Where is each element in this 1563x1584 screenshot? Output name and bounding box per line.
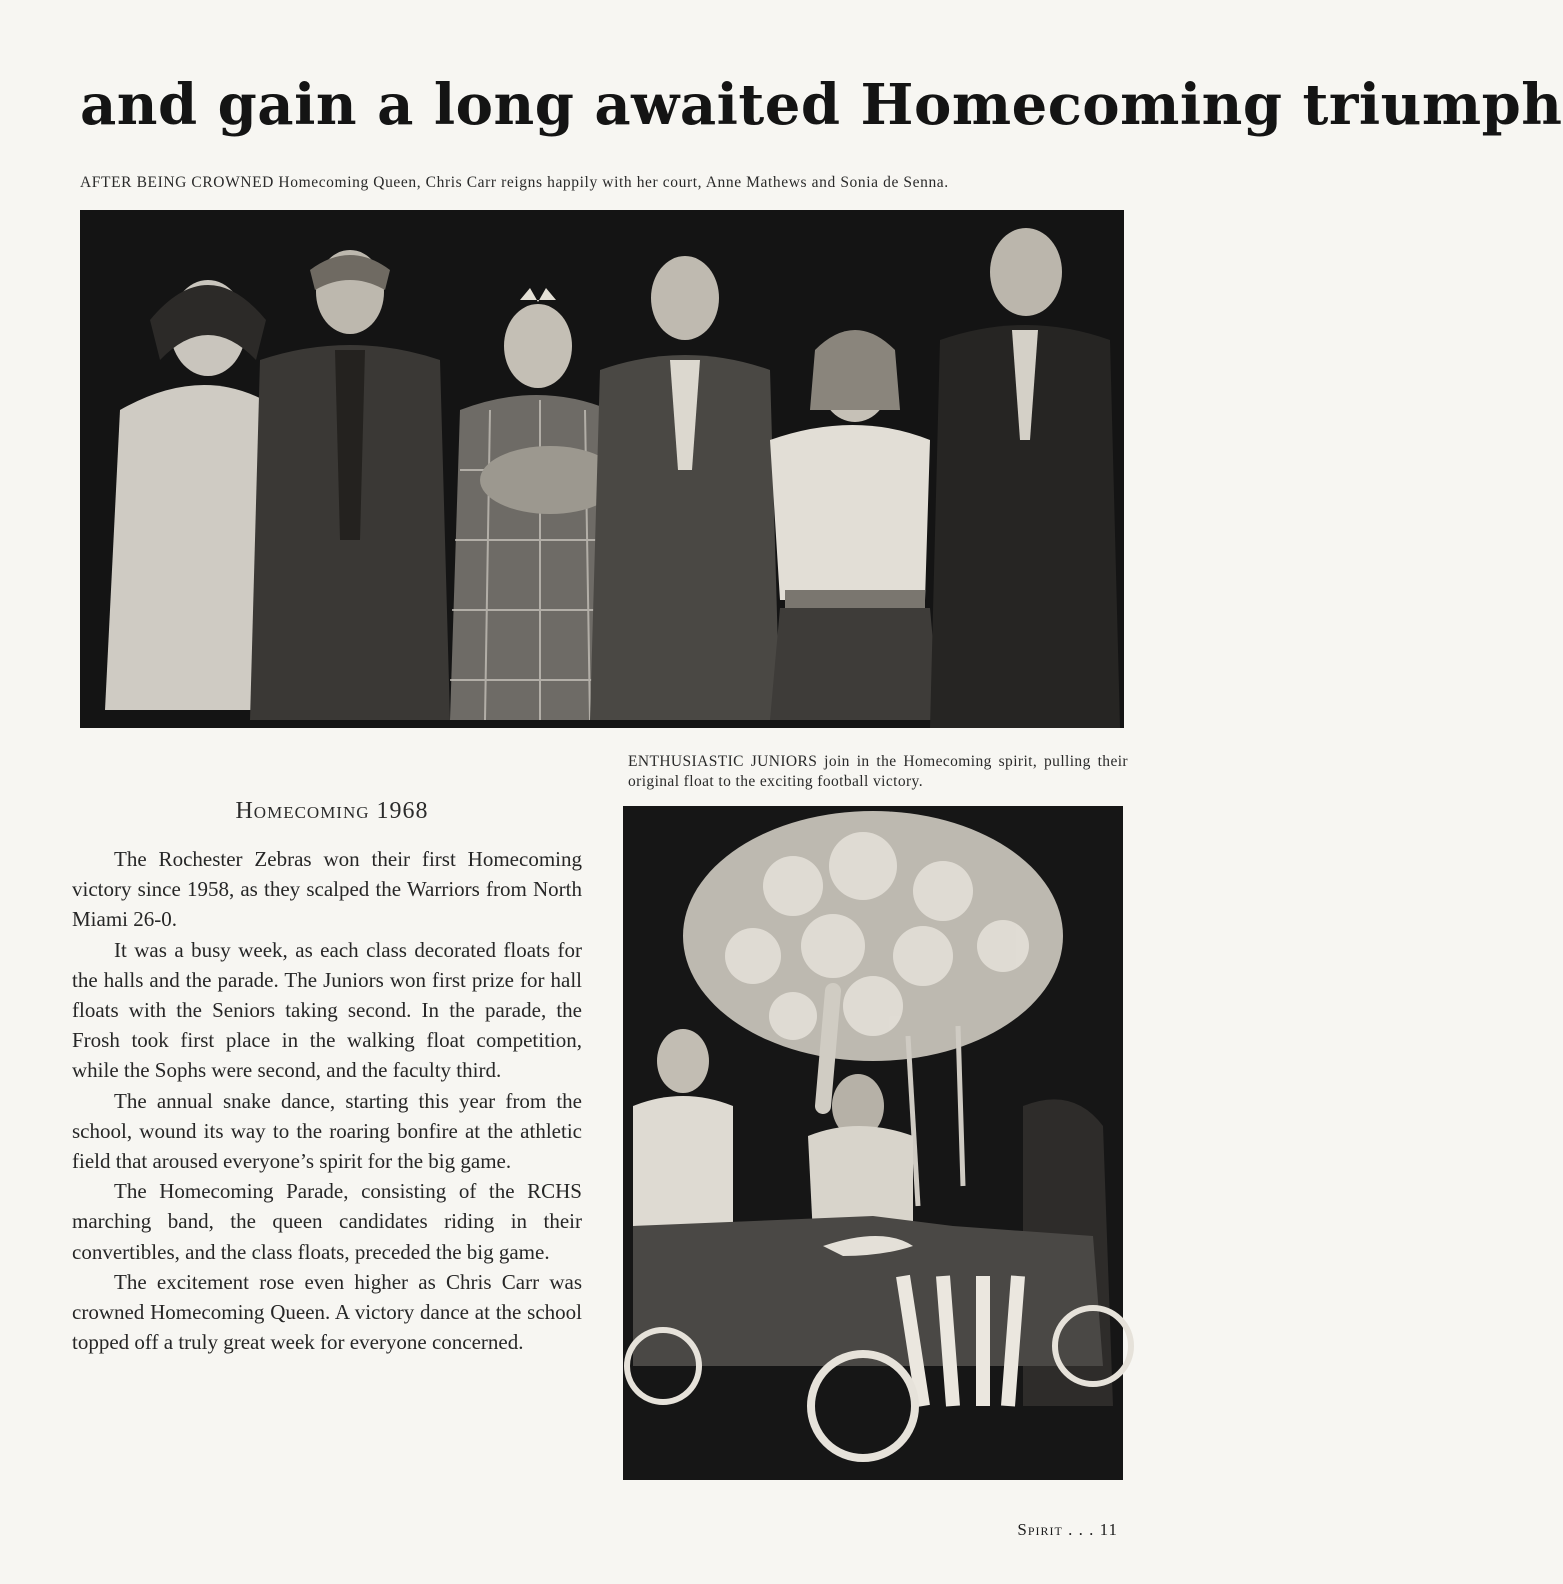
article-body (72, 844, 582, 1357)
article-paragraph: The excitement rose even higher as Chris Carr was crowned Homecoming Queen. A victory dance at the school topped off a truly great week for everyone concerned. (72, 1269, 582, 1355)
article-paragraph: The annual snake dance, starting this year from the school, wound its way to the roaring bonfire at the athletic field that aroused everyone’s spirit for the big game. (72, 1088, 582, 1174)
junior-float-photo (623, 806, 1123, 1480)
page-headline: and gain a long awaited Homecoming triumph (80, 72, 1563, 138)
article-paragraph: It was a busy week, as each class decorated floats for the halls and the parade. The Juniors won first prize for hall floats with the Seniors taking second. In the parade, the Frosh took first place in the walking float competition, while the Sophs were second, and the faculty third. (72, 937, 582, 1083)
section-title: Homecoming 1968 (235, 798, 429, 824)
article-paragraph: The Homecoming Parade, consisting of the RCHS marching band, the queen candidates riding in their convertibles, and the class floats, preceded the big game. (72, 1179, 582, 1264)
article-paragraph: The Rochester Zebras won their first Homecoming victory since 1958, as they scalped the Warriors from North Miami 26-0. (72, 847, 582, 932)
homecoming-court-photo (80, 210, 1124, 728)
float-photo-caption: ENTHUSIASTIC JUNIORS join in the Homecoming spirit, pulling their original float to the exciting football victory. (628, 753, 1128, 790)
top-photo-caption: AFTER BEING CROWNED Homecoming Queen, Chris Carr reigns happily with her court, Anne Mathews and Sonia de Senna. (80, 174, 949, 191)
page-number-footer: Spirit . . . 11 (1017, 1520, 1118, 1539)
